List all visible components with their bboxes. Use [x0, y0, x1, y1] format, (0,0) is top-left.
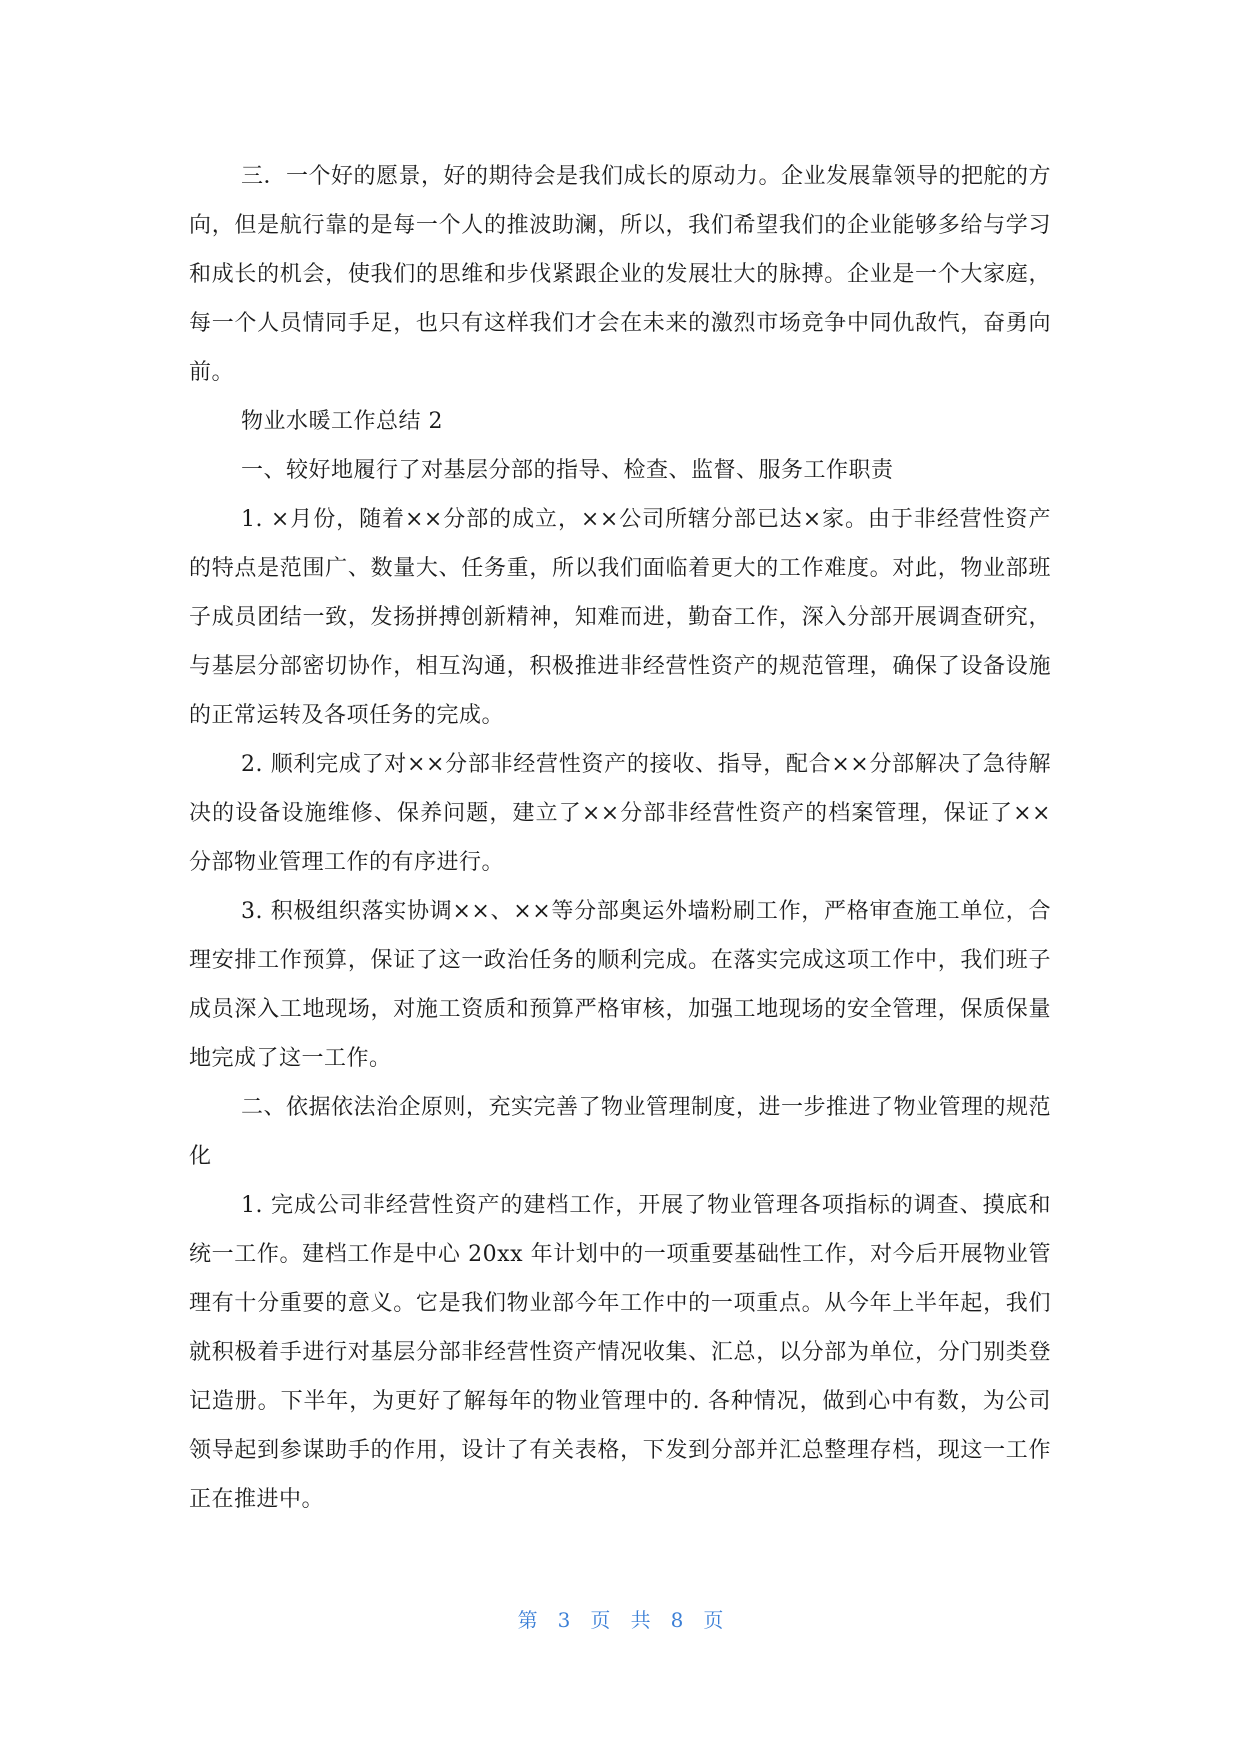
paragraph: 3. 积极组织落实协调××、××等分部奥运外墙粉刷工作，严格审查施工单位，合理安排工作预算，保证了这一政治任务的顺利完成。在落实完成这项工作中，我们班子成员深入工地现场，对施工资质和预算严格审核，加强工地现场的安全管理，保质保量地完成了这一工作。 — [189, 899, 1051, 1071]
section-heading: 一、较好地履行了对基层分部的指导、检查、监督、服务工作职责 — [241, 458, 894, 483]
paragraph: 三．一个好的愿景，好的期待会是我们成长的原动力。企业发展靠领导的把舵的方向，但是航行靠的是每一个人的推波助澜，所以，我们希望我们的企业能够多给与学习和成长的机会，使我们的思维和步伐紧跟企业的发展壮大的脉搏。企业是一个大家庭，每一个人员情同手足，也只有这样我们才会在未来的激烈市场竞争中同仇敌忾，奋勇向前。 — [189, 164, 1052, 385]
footer-label-page: 第 — [517, 1608, 538, 1632]
footer-label-end: 页 — [703, 1608, 724, 1632]
section-heading: 二、依据依法治企原则，充实完善了物业管理制度，进一步推进了物业管理的规范化 — [189, 1095, 1052, 1169]
paragraph: 1. 完成公司非经营性资产的建档工作，开展了物业管理各项指标的调查、摸底和统一工作。建档工作是中心 20xx 年计划中的一项重要基础性工作，对今后开展物业管理有十分重要的意义。它是我们物业部今年工作中的一项重点。从今年上半年起，我们就积极着手进行对基层分部非经营性资产情况收集、汇总，以分部为单位，分门别类登记造册。下半年，为更好了解每年的物业管理中的. 各种情况，做到心中有数，为公司领导起到参谋助手的作用，设计了有关表格，下发到分部并汇总整理存档，现这一工作正在推进中。 — [189, 1193, 1051, 1512]
document-body — [189, 152, 1051, 1524]
footer-label-of: 页 共 — [590, 1608, 651, 1632]
total-pages-number: 8 — [670, 1608, 684, 1632]
current-page-number: 3 — [557, 1608, 571, 1632]
section-title: 物业水暖工作总结 2 — [241, 409, 443, 434]
paragraph: 1. ×月份，随着××分部的成立，××公司所辖分部已达×家。由于非经营性资产的特点是范围广、数量大、任务重，所以我们面临着更大的工作难度。对此，物业部班子成员团结一致，发扬拼搏创新精神，知难而进，勤奋工作，深入分部开展调查研究，与基层分部密切协作，相互沟通，积极推进非经营性资产的规范管理，确保了设备设施的正常运转及各项任务的完成。 — [189, 507, 1051, 728]
page-footer — [0, 1604, 1241, 1633]
paragraph: 2. 顺利完成了对××分部非经营性资产的接收、指导，配合××分部解决了急待解决的设备设施维修、保养问题，建立了××分部非经营性资产的档案管理，保证了××分部物业管理工作的有序进行。 — [189, 752, 1051, 875]
